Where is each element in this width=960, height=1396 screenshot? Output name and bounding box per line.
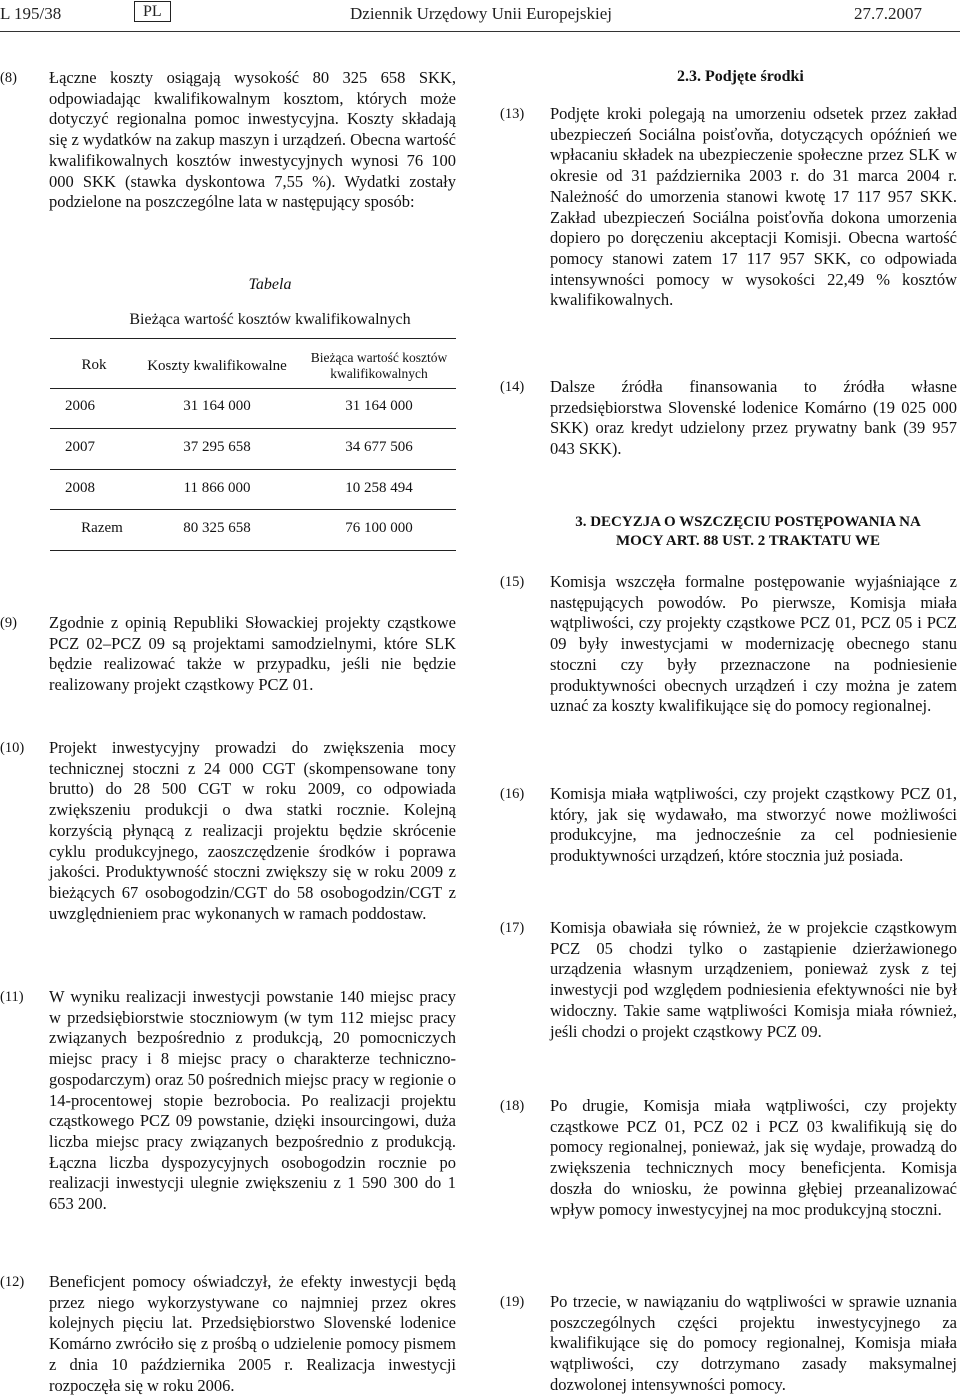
table-cell: 31 164 000 bbox=[183, 398, 251, 414]
paragraph-11 bbox=[0, 987, 460, 1227]
table-rule-bottom bbox=[50, 550, 456, 551]
paragraph-text: Komisja miała wątpliwości, czy projekt cząstkowy PCZ 01, który, jak się wydawało, ma stworzyć nowe możliwości produkcyjne, ma jednocześnie za cel podniesienie produktywności urządzeń, które stocznia już posiada. bbox=[550, 784, 957, 866]
paragraph-number: (16) bbox=[500, 786, 525, 802]
paragraph-9 bbox=[0, 613, 460, 703]
table-cell: 11 866 000 bbox=[183, 480, 251, 496]
paragraph-number: (14) bbox=[500, 379, 525, 395]
table-cell: 31 164 000 bbox=[345, 398, 413, 414]
table-cell-total: 76 100 000 bbox=[345, 520, 413, 536]
table-cell: 2008 bbox=[65, 480, 95, 496]
header-rule bbox=[0, 31, 960, 32]
table-rule bbox=[50, 469, 456, 470]
paragraph-15 bbox=[500, 572, 960, 732]
journal-title: Dziennik Urzędowy Unii Europejskiej bbox=[350, 4, 613, 23]
section-heading-2-3: 2.3. Podjęte środki bbox=[677, 68, 804, 85]
language-badge: PL bbox=[134, 1, 171, 22]
table-rule-header bbox=[50, 388, 456, 389]
paragraph-17 bbox=[500, 918, 960, 1048]
paragraph-10 bbox=[0, 738, 460, 938]
table-cell: 2006 bbox=[65, 398, 95, 414]
paragraph-text: Projekt inwestycyjny prowadzi do zwiększenia mocy technicznej stoczni z 24 000 CGT (skompensowane tony brutto) do 28 500 CGT w roku 2009, co odpowiada zwiększeniu produkcji o dwa statki rocznie. Kolejną korzyścią płynącą z realizacji projektu będzie skrócenie cyklu produkcyjnego, zaoszczędzenie środków i poprawa jakości. Produktywność stoczni zwiększy się w roku 2009 z bieżących 67 osobogodzin/CGT do 58 osobogodzin/CGT z uwzględnieniem prac wykonanych w ramach poddostaw. bbox=[49, 738, 456, 923]
paragraph-16 bbox=[500, 784, 960, 874]
section-heading-line-1: 3. DECYZJA O WSZCZĘCIU POSTĘPOWANIA NA bbox=[575, 514, 921, 530]
paragraph-number: (11) bbox=[0, 989, 24, 1005]
paragraph-number: (13) bbox=[500, 106, 525, 122]
paragraph-19 bbox=[500, 1292, 960, 1392]
paragraph-number: (12) bbox=[0, 1274, 25, 1290]
paragraph-14 bbox=[500, 377, 960, 467]
paragraph-12 bbox=[0, 1272, 460, 1395]
paragraph-text: Po trzecie, w nawiązaniu do wątpliwości w sprawie uznania poszczególnych części projektu inwestycyjnego za kwalifikujące się do pomocy regionalnej, Komisja miała wątpliwości, czy dotrzymano zasady maksymalnej dozwolonej intensywności pomocy. bbox=[550, 1292, 957, 1394]
paragraph-number: (18) bbox=[500, 1098, 525, 1114]
section-heading-line-2: MOCY ART. 88 UST. 2 TRAKTATU WE bbox=[616, 533, 880, 549]
paragraph-number: (19) bbox=[500, 1294, 525, 1310]
table-header-costs: Koszty kwalifikowalne bbox=[147, 358, 287, 374]
paragraph-text: W wyniku realizacji inwestycji powstanie 140 miejsc pracy w przedsiębiorstwie stoczniowym (w tym 112 miejsc pracy związanych bezpośrednio z produkcją, 20 pomocniczych miejsc pracy i 8 miejsc pracy o charakterze techniczno-gospodarczym) oraz 50 pośrednich miejsc pracy w regionie o 14-procentowej stopie bezrobocia. Po realizacji projektu cząstkowego PCZ 09 powstanie, dzięki insourcingowi, duża liczba miejsc pracy związanych bezpośrednio z produkcją. Łączna liczba dyspozycyjnych osobogodzin rocznie po realizacji inwestycji ulegnie zwiększeniu z 1 590 300 do 1 653 200. bbox=[49, 987, 456, 1214]
paragraph-text: Komisja wszczęła formalne postępowanie wyjaśniające z następujących powodów. Po pierwsze, Komisja miała wątpliwości, czy projekty cząstkowe PCZ 01, PCZ 05 i PCZ 09 były inwestycjami w modernizację obecnego stanu stoczni czy były przeznaczone na podniesienie produktywności obecnych urządzeń i czy można je zatem uznać za koszty kwalifikujące się do pomocy regionalnej. bbox=[550, 572, 957, 716]
paragraph-text: Podjęte kroki polegają na umorzeniu odsetek przez zakład ubezpieczeń Sociálna poisťovňa, dotyczących opóźnień we wpłacaniu składek na ubezpieczenie społeczne przez SLK w okresie od 31 października 2003 r. do 31 marca 2004 r. Należność do umorzenia stanowi kwotę 17 117 957 SKK. Zakład ubezpieczeń Sociálna poisťovňa dokona umorzenia dopiero po doręczeniu akceptacji Komisji. Obecna wartość pomocy stanowi zatem 17 117 957 SKK, co odpowiada intensywności pomocy w wysokości 22,49 % kosztów kwalifikowalnych. bbox=[550, 104, 957, 310]
paragraph-number: (17) bbox=[500, 920, 525, 936]
table-header-present-value: Bieżąca wartość kosztów kwalifikowalnych bbox=[310, 350, 448, 381]
table-cell-total: Razem bbox=[81, 520, 123, 536]
page-reference: L 195/38 bbox=[0, 4, 62, 23]
paragraph-text: Łączne koszty osiągają wysokość 80 325 658 SKK, odpowiadając kwalifikowalnym kosztom, których może dotyczyć regionalna pomoc inwestycyjna. Koszty składają się z wydatków na zakup maszyn i urządzeń. Obecna wartość kwalifikowalnych kosztów inwestycyjnych wynosi 76 100 000 SKK (stawka dyskontowa 7,55 %). Wydatki zostały podzielone na poszczególne lata w następujący sposób: bbox=[49, 68, 456, 212]
paragraph-text: Komisja obawiała się również, że w projekcie cząstkowym PCZ 05 chodzi tylko o zastąpienie dzierżawionego urządzenia własnym urządzeniem, ponieważ zysk z tej inwestycji pod względem podniesienia efektywności nie był widoczny. Takie same wątpliwości Komisja miała również, jeśli chodzi o projekt cząstkowy PCZ 09. bbox=[550, 918, 957, 1041]
paragraph-number: (15) bbox=[500, 574, 525, 590]
table-rule bbox=[50, 509, 456, 510]
table-cell: 34 677 506 bbox=[345, 439, 413, 455]
paragraph-number: (10) bbox=[0, 740, 25, 756]
paragraph-8 bbox=[0, 68, 460, 248]
table-rule-top bbox=[50, 338, 456, 339]
table-cell: 2007 bbox=[65, 439, 95, 455]
table-caption: Tabela bbox=[248, 276, 292, 293]
paragraph-number: (8) bbox=[0, 70, 17, 86]
table-title: Bieżąca wartość kosztów kwalifikowalnych bbox=[129, 311, 411, 328]
publication-date: 27.7.2007 bbox=[854, 4, 922, 23]
paragraph-number: (9) bbox=[0, 615, 17, 631]
table-cell: 37 295 658 bbox=[183, 439, 251, 455]
table-cell: 10 258 494 bbox=[345, 480, 413, 496]
section-heading-3 bbox=[536, 513, 960, 551]
paragraph-text: Po drugie, Komisja miała wątpliwości, czy projekty cząstkowe PCZ 01, PCZ 02 i PCZ 03 kwalifikują się do pomocy regionalnej, ponieważ, jak się wydaje, prowadzą do zwiększenia technicznych mocy beneficjenta. Komisja doszła do wniosku, że powinna głębiej przeanalizować wpływ pomocy inwestycyjnej na moc produkcyjną stoczni. bbox=[550, 1096, 957, 1219]
paragraph-text: Beneficjent pomocy oświadczył, że efekty inwestycji będą przez niego wykorzystywane co najmniej przez okres kolejnych pięciu lat. Przedsiębiorstwo Slovenské lodenice Komárno zwróciło się z prośbą o udzielenie pomocy pismem z dnia 10 października 2005 r. Realizacja inwestycji rozpoczęła się w roku 2006. bbox=[49, 1272, 456, 1395]
table-cell-total: 80 325 658 bbox=[183, 520, 251, 536]
paragraph-text: Zgodnie z opinią Republiki Słowackiej projekty cząstkowe PCZ 02–PCZ 09 są projektami samodzielnymi, które SLK będzie realizować także w przypadku, jeśli nie będzie realizowany projekt cząstkowy PCZ 01. bbox=[49, 613, 456, 695]
paragraph-text: Dalsze źródła finansowania to źródła własne przedsiębiorstwa Slovenské lodenice Komárno (19 025 000 SKK) oraz kredyt udzielony przez prywatny bank (39 957 043 SKK). bbox=[550, 377, 957, 459]
table-rule bbox=[50, 428, 456, 429]
paragraph-13 bbox=[500, 104, 960, 324]
table-header-year: Rok bbox=[81, 357, 107, 373]
paragraph-18 bbox=[500, 1096, 960, 1246]
